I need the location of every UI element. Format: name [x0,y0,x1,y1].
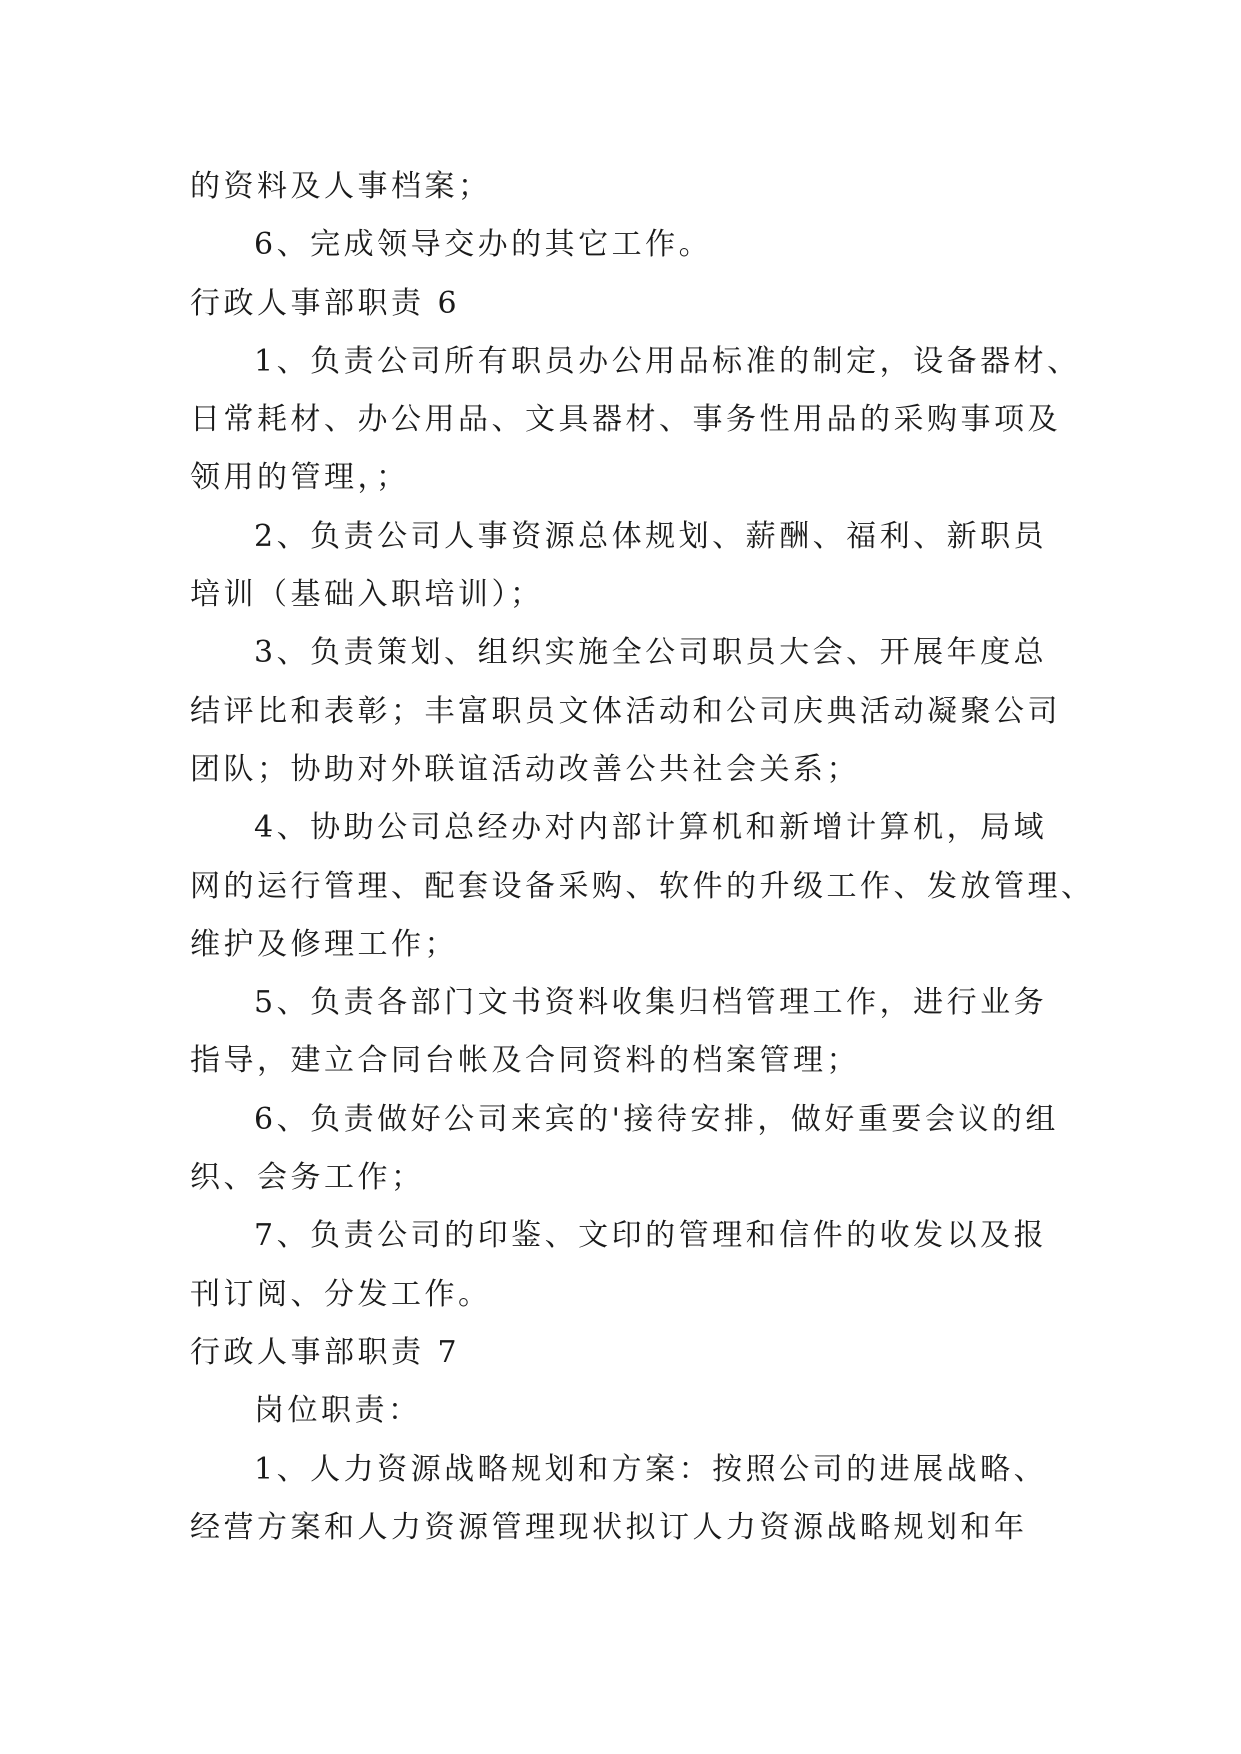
section-heading: 行政人事部职责 7 [190,1334,461,1370]
list-item: 1、负责公司所有职员办公用品标准的制定，设备器材、 [254,343,1081,379]
text-line: 刊订阅、分发工作。 [190,1276,492,1312]
text-line: 维护及修理工作； [190,926,458,962]
text-line: 网的运行管理、配套设备采购、软件的升级工作、发放管理、 [190,868,1095,904]
text-line: 团队；协助对外联谊活动改善公共社会关系； [190,751,860,787]
list-item: 3、负责策划、组织实施全公司职员大会、开展年度总 [254,635,1048,671]
list-item: 6、负责做好公司来宾的'接待安排，做好重要会议的组 [254,1101,1059,1137]
text-line: 指导，建立合同台帐及合同资料的档案管理； [190,1043,860,1079]
list-item: 4、协助公司总经办对内部计算机和新增计算机，局域 [254,810,1048,846]
text-line: 领用的管理，； [190,460,410,496]
list-item: 1、人力资源战略规划和方案：按照公司的进展战略、 [254,1451,1048,1487]
text-line: 的资料及人事档案； [190,169,492,204]
text-line: 培训（基础入职培训）； [190,577,544,613]
list-item: 5、负责各部门文书资料收集归档管理工作，进行业务 [254,985,1048,1021]
list-item: 2、负责公司人事资源总体规划、薪酬、福利、新职员 [254,518,1048,554]
subheading: 岗位职责： [254,1393,422,1429]
document-body [190,158,1095,1557]
section-heading: 行政人事部职责 6 [190,285,461,321]
text-line: 经营方案和人力资源管理现状拟订人力资源战略规划和年 [190,1509,1028,1545]
list-item: 7、负责公司的印鉴、文印的管理和信件的收发以及报 [254,1218,1048,1254]
list-item: 6、完成领导交办的其它工作。 [254,227,713,263]
text-line: 结评比和表彰；丰富职员文体活动和公司庆典活动凝聚公司 [190,693,1061,729]
text-line: 日常耗材、办公用品、文具器材、事务性用品的采购事项及 [190,402,1061,438]
text-line: 织、会务工作； [190,1160,425,1196]
